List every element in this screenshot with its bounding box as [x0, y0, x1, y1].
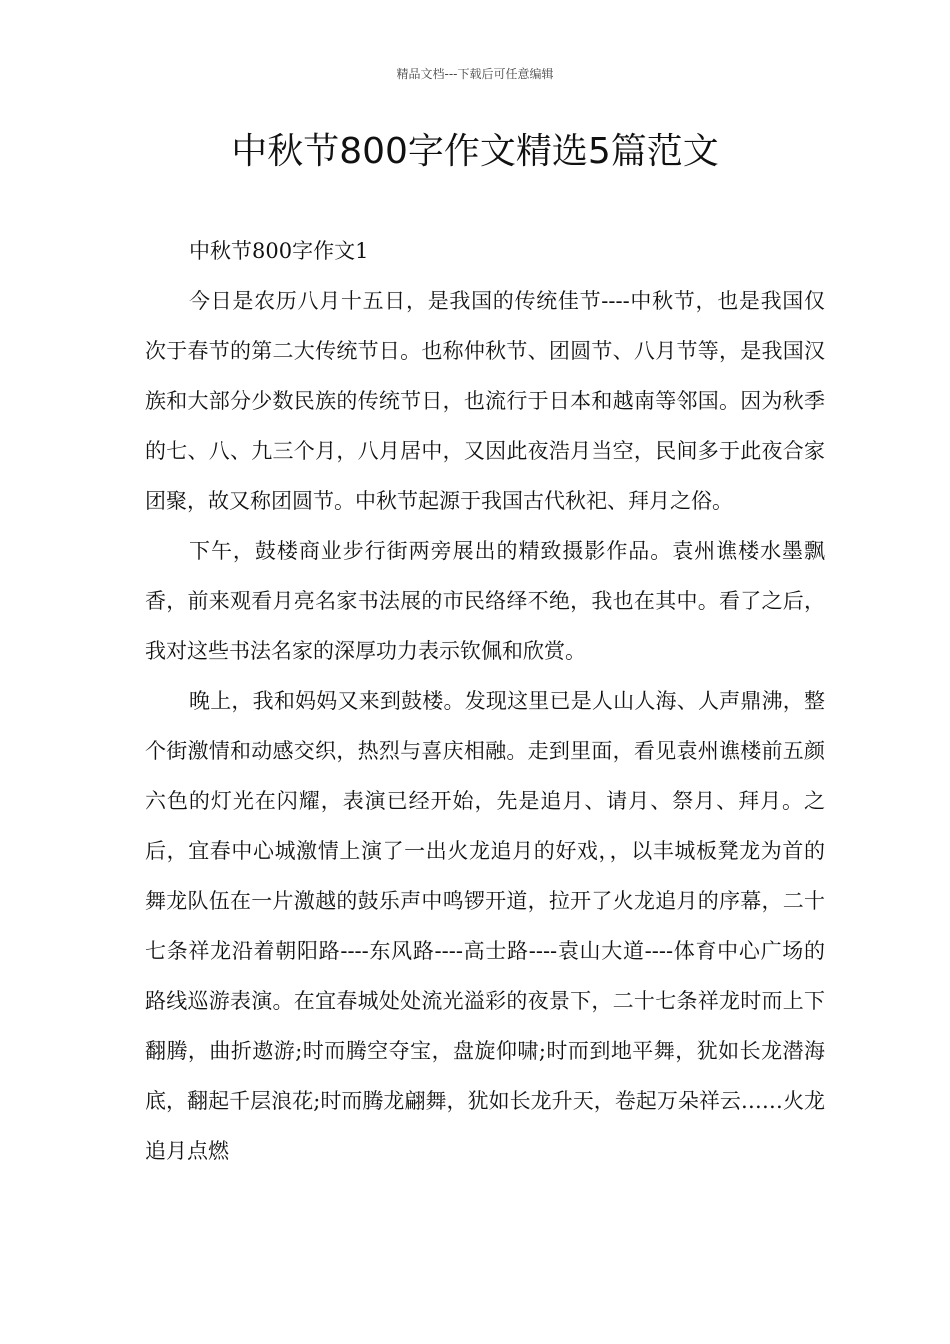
document-body [145, 226, 825, 1176]
section-heading: 中秋节800字作文1 [189, 239, 369, 263]
page-header-note: 精品文档---下载后可任意编辑 [396, 67, 554, 81]
document-title: 中秋节800字作文精选5篇范文 [231, 131, 719, 172]
paragraph-3: 晚上，我和妈妈又来到鼓楼。发现这里已是人山人海、人声鼎沸，整个街激情和动感交织，热烈与喜庆相融。走到里面，看见袁州谯楼前五颜六色的灯光在闪耀，表演已经开始，先是追月、请月、祭月、拜月。之后，宜春中心城激情上演了一出火龙追月的好戏，，以丰城板凳龙为首的舞龙队伍在一片激越的鼓乐声中鸣锣开道，拉开了火龙追月的序幕，二十七条祥龙沿着朝阳路----东风路----高士路----袁山大道----体育中心广场的路线巡游表演。在宜春城处处流光溢彩的夜景下，二十七条祥龙时而上下翻腾，曲折遨游;时而腾空夺宝，盘旋仰啸;时而到地平舞，犹如长龙潜海底，翻起千层浪花;时而腾龙翩舞，犹如长龙升天，卷起万朵祥云……火龙追月点燃 [145, 689, 825, 1163]
paragraph-1: 今日是农历八月十五日，是我国的传统佳节----中秋节，也是我国仅次于春节的第二大传统节日。也称仲秋节、团圆节、八月节等，是我国汉族和大部分少数民族的传统节日，也流行于日本和越南等邻国。因为秋季的七、八、九三个月，八月居中，又因此夜浩月当空，民间多于此夜合家团聚，故又称团圆节。中秋节起源于我国古代秋祀、拜月之俗。 [145, 289, 825, 513]
paragraph-2: 下午，鼓楼商业步行街两旁展出的精致摄影作品。袁州谯楼水墨飘香，前来观看月亮名家书法展的市民络绎不绝，我也在其中。看了之后，我对这些书法名家的深厚功力表示钦佩和欣赏。 [145, 539, 825, 663]
